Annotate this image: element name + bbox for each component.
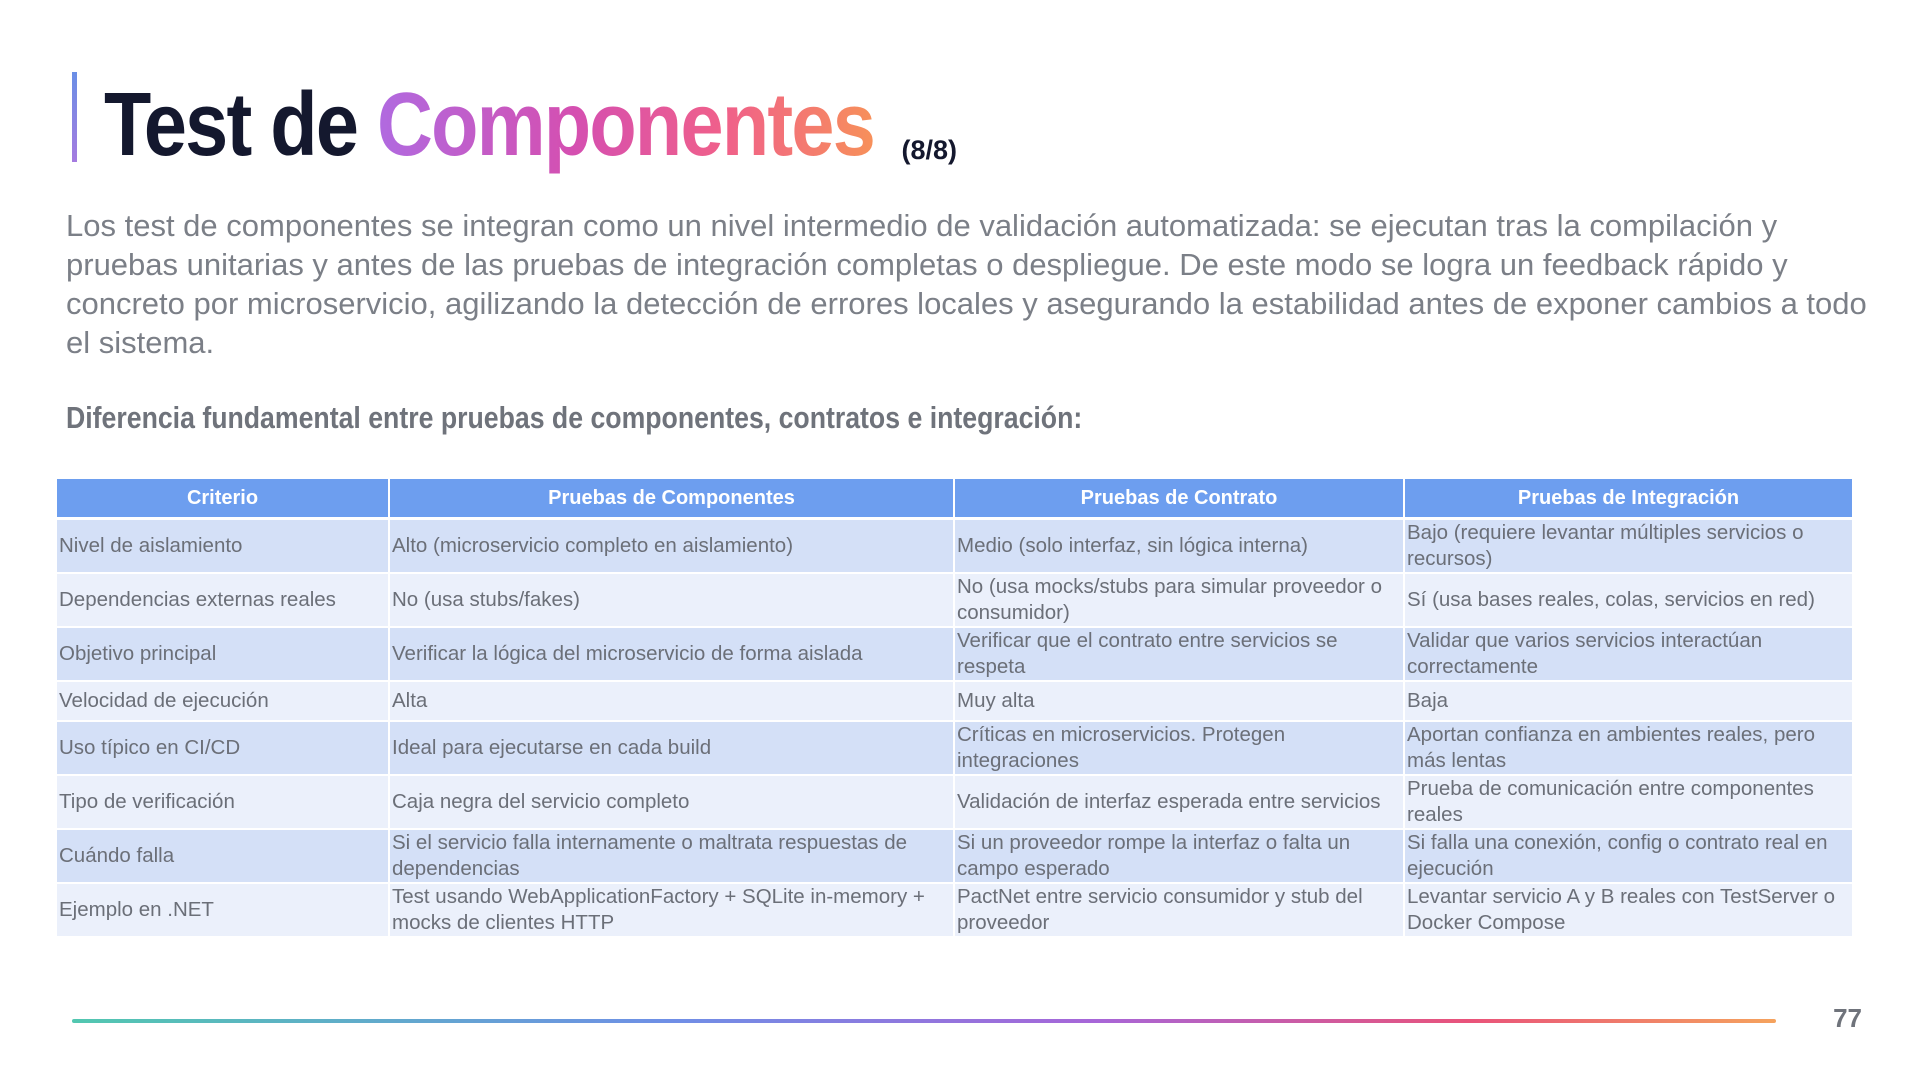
table-cell: Sí (usa bases reales, colas, servicios en red) — [1404, 573, 1853, 627]
table-cell: Dependencias externas reales — [57, 573, 389, 627]
table-row — [57, 627, 1853, 681]
table-cell: Alta — [389, 681, 954, 721]
table-cell: Aportan confianza en ambientes reales, pero más lentas — [1404, 721, 1853, 775]
table-cell: Críticas en microservicios. Protegen integraciones — [954, 721, 1404, 775]
table-cell: Cuándo falla — [57, 829, 389, 883]
table-cell: Prueba de comunicación entre componentes reales — [1404, 775, 1853, 829]
table-cell: Validar que varios servicios interactúan correctamente — [1404, 627, 1853, 681]
table-cell: Objetivo principal — [57, 627, 389, 681]
table-cell: Si un proveedor rompe la interfaz o falta un campo esperado — [954, 829, 1404, 883]
table-cell: Muy alta — [954, 681, 1404, 721]
table-cell: Nivel de aislamiento — [57, 519, 389, 574]
table-cell: Levantar servicio A y B reales con TestServer o Docker Compose — [1404, 883, 1853, 937]
header-integracion: Pruebas de Integración — [1404, 479, 1853, 519]
table-cell: PactNet entre servicio consumidor y stub del proveedor — [954, 883, 1404, 937]
title-accent-bar — [72, 72, 77, 162]
table-cell: Baja — [1404, 681, 1853, 721]
table-cell: Verificar que el contrato entre servicios se respeta — [954, 627, 1404, 681]
title-page-badge: (8/8) — [901, 135, 957, 165]
table-cell: Ejemplo en .NET — [57, 883, 389, 937]
header-criterio: Criterio — [57, 479, 389, 519]
table-row — [57, 519, 1853, 574]
table-row — [57, 681, 1853, 721]
table-row — [57, 775, 1853, 829]
title-accent: Componentes — [376, 75, 875, 175]
table-header-row — [57, 479, 1853, 519]
table-cell: Validación de interfaz esperada entre servicios — [954, 775, 1404, 829]
table-cell: Si falla una conexión, config o contrato real en ejecución — [1404, 829, 1853, 883]
table-cell: Bajo (requiere levantar múltiples servicios o recursos) — [1404, 519, 1853, 574]
table-cell: Medio (solo interfaz, sin lógica interna) — [954, 519, 1404, 574]
table-cell: Caja negra del servicio completo — [389, 775, 954, 829]
page-title — [104, 60, 957, 175]
table-cell: Verificar la lógica del microservicio de forma aislada — [389, 627, 954, 681]
intro-paragraph: Los test de componentes se integran como un nivel intermedio de validación automatizada: se ejecutan tras la compilación y pruebas unitarias y antes de las pruebas de integración completas o despliegue. De este modo se logra un feedback rápido y concreto por microservicio, agilizando la detección de errores locales y asegurando la estabilidad antes de exponer cambios a todo el sistema. — [66, 208, 1867, 360]
table-cell: Test usando WebApplicationFactory + SQLite in-memory + mocks de clientes HTTP — [389, 883, 954, 937]
table-cell: Uso típico en CI/CD — [57, 721, 389, 775]
table-subheading: Diferencia fundamental entre pruebas de componentes, contratos e integración: — [66, 400, 1083, 435]
page-number: 77 — [1833, 1003, 1862, 1033]
header-contrato: Pruebas de Contrato — [954, 479, 1404, 519]
footer-gradient-line — [72, 1019, 1776, 1023]
title-text — [104, 75, 875, 175]
title-main: Test de — [104, 75, 377, 175]
table-cell: Alto (microservicio completo en aislamiento) — [389, 519, 954, 574]
table-cell: Tipo de verificación — [57, 775, 389, 829]
table-cell: Ideal para ejecutarse en cada build — [389, 721, 954, 775]
comparison-table — [57, 479, 1854, 938]
table-row — [57, 883, 1853, 937]
header-componentes: Pruebas de Componentes — [389, 479, 954, 519]
table-cell: Velocidad de ejecución — [57, 681, 389, 721]
table-cell: No (usa mocks/stubs para simular proveedor o consumidor) — [954, 573, 1404, 627]
table-cell: No (usa stubs/fakes) — [389, 573, 954, 627]
table-cell: Si el servicio falla internamente o maltrata respuestas de dependencias — [389, 829, 954, 883]
table-row — [57, 573, 1853, 627]
table-row — [57, 721, 1853, 775]
table-row — [57, 829, 1853, 883]
